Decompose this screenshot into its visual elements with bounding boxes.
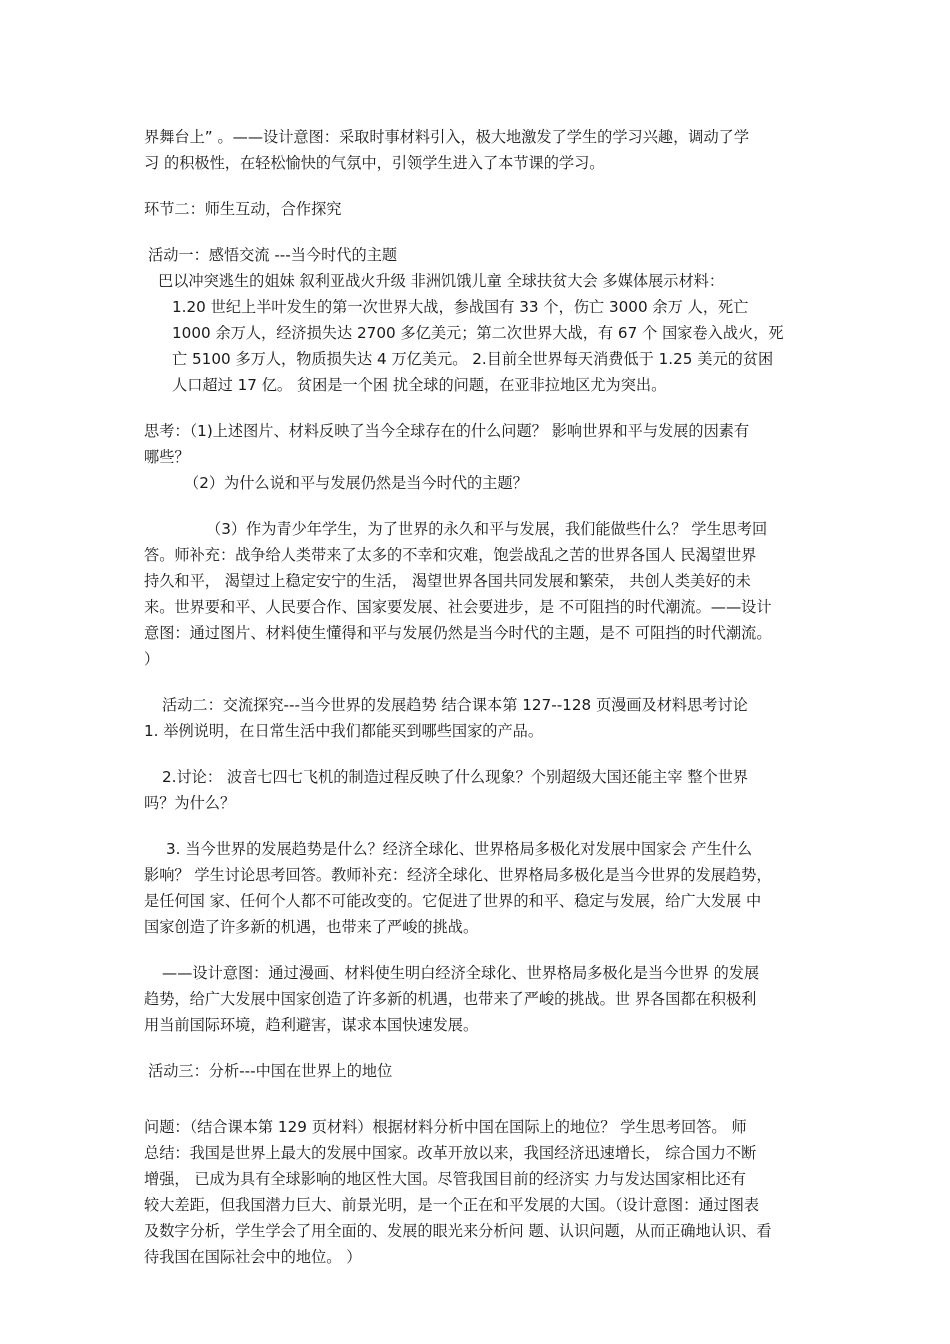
text-line: ——设计意图：通过漫画、材料使生明白经济全球化、世界格局多极化是当今世界 的发展 <box>162 964 760 982</box>
text-line: 吗？为什么？ <box>144 794 236 812</box>
activity2-block <box>144 692 824 744</box>
activity2-question-1: 1. 举例说明，在日常生活中我们都能买到哪些国家的产品。 <box>144 722 544 740</box>
think-question-1 <box>144 418 824 470</box>
text-line: 趋势，给广大发展中国家创造了许多新的机遇，也带来了严峻的挑战。世 界各国都在积极利 <box>144 990 757 1008</box>
text-line: 问题：（结合课本第 129 页材料）根据材料分析中国在国际上的地位？ 学生思考回答。 师 <box>144 1118 747 1136</box>
activity2-question-2 <box>144 764 824 816</box>
question-block <box>144 1114 824 1270</box>
text-line: 思考：（1)上述图片、材料反映了当今全球存在的什么问题？ 影响世界和平与发展的因素有 <box>144 422 750 440</box>
text-line: （3）作为青少年学生，为了世界的永久和平与发展，我们能做些什么？ 学生思考回 <box>206 520 768 538</box>
activity3-heading: 活动三：分析---中国在世界上的地位 <box>148 1062 393 1080</box>
text-line: 界舞台上” 。——设计意图：采取时事材料引入，极大地激发了学生的学习兴趣，调动了学 <box>144 128 750 146</box>
text-line: 1.20 世纪上半叶发生的第一次世界大战，参战国有 33 个，伤亡 3000 余万 人，死亡 <box>172 298 749 316</box>
text-line: 用当前国际环境，趋利避害，谋求本国快速发展。 <box>144 1016 479 1034</box>
activity1-material <box>144 268 824 398</box>
activity2-heading: 活动二：交流探究---当今世界的发展趋势 结合课本第 127--128 页漫画及材料思考讨论 <box>162 696 748 714</box>
document-page <box>144 124 824 1270</box>
activity1-heading: 活动一：感悟交流 ---当今时代的主题 <box>148 246 398 264</box>
text-line: 持久和平， 渴望过上稳定安宁的生活， 渴望世界各国共同发展和繁荣， 共创人类美好的未 <box>144 572 751 590</box>
text-line: 习 的积极性，在轻松愉快的气氛中，引领学生进入了本节课的学习。 <box>144 154 605 172</box>
text-line: 来。世界要和平、人民要合作、国家要发展、社会要进步，是 不可阻挡的时代潮流。——设计 <box>144 598 772 616</box>
paragraph-intro <box>144 124 824 176</box>
text-line: 增强， 已成为具有全球影响的地区性大国。尽管我国目前的经济实 力与发达国家相比还有 <box>144 1170 746 1188</box>
text-line: 答。师补充：战争给人类带来了太多的不幸和灾难，饱尝战乱之苦的世界各国人 民渴望世界 <box>144 546 757 564</box>
text-line: 是任何国 家、任何个人都不可能改变的。它促进了世界的和平、稳定与发展，给广大发展 中 <box>144 892 762 910</box>
text-line: 巴以冲突逃生的姐妹 叙利亚战火升级 非洲饥饿儿童 全球扶贫大会 多媒体展示材料： <box>158 272 725 290</box>
design-intent-2 <box>144 960 824 1038</box>
text-line: 2.讨论： 波音七四七飞机的制造过程反映了什么现象？个别超级大国还能主宰 整个世界 <box>162 768 749 786</box>
activity2-question-3 <box>144 836 824 940</box>
text-line: 1000 余万人，经济损失达 2700 多亿美元；第二次世界大战，有 67 个 国家卷入战火，死 <box>172 324 784 342</box>
text-line: 人口超过 17 亿。 贫困是一个困 扰全球的问题，在亚非拉地区尤为突出。 <box>172 376 667 394</box>
text-line: 意图：通过图片、材料使生懂得和平与发展仍然是当今时代的主题，是不 可阻挡的时代潮流。 <box>144 624 772 642</box>
think-question-2: （2）为什么说和平与发展仍然是当今时代的主题？ <box>184 474 528 492</box>
think-question-3 <box>144 516 824 672</box>
text-line: 待我国在国际社会中的地位。 ） <box>144 1248 362 1266</box>
text-line: 国家创造了许多新的机遇，也带来了严峻的挑战。 <box>144 918 479 936</box>
text-line: ） <box>144 650 160 668</box>
text-line: 影响？ 学生讨论思考回答。教师补充：经济全球化、世界格局多极化是当今世界的发展趋势， <box>144 866 772 884</box>
text-line: 较大差距，但我国潜力巨大、前景光明，是一个正在和平发展的大国。（设计意图：通过图表 <box>144 1196 760 1214</box>
text-line: 亡 5100 多万人，物质损失达 4 万亿美元。 2.目前全世界每天消费低于 1.25 美元的贫困 <box>172 350 774 368</box>
text-line: 及数字分析，学生学会了用全面的、发展的眼光来分析问 题、认识问题，从而正确地认识、看 <box>144 1222 772 1240</box>
text-line: 总结：我国是世界上最大的发展中国家。改革开放以来，我国经济迅速增长， 综合国力不断 <box>144 1144 757 1162</box>
text-line: 3. 当今世界的发展趋势是什么？经济全球化、世界格局多极化对发展中国家会 产生什么 <box>166 840 753 858</box>
section2-heading: 环节二：师生互动，合作探究 <box>144 200 342 218</box>
text-line: 哪些？ <box>144 448 190 466</box>
